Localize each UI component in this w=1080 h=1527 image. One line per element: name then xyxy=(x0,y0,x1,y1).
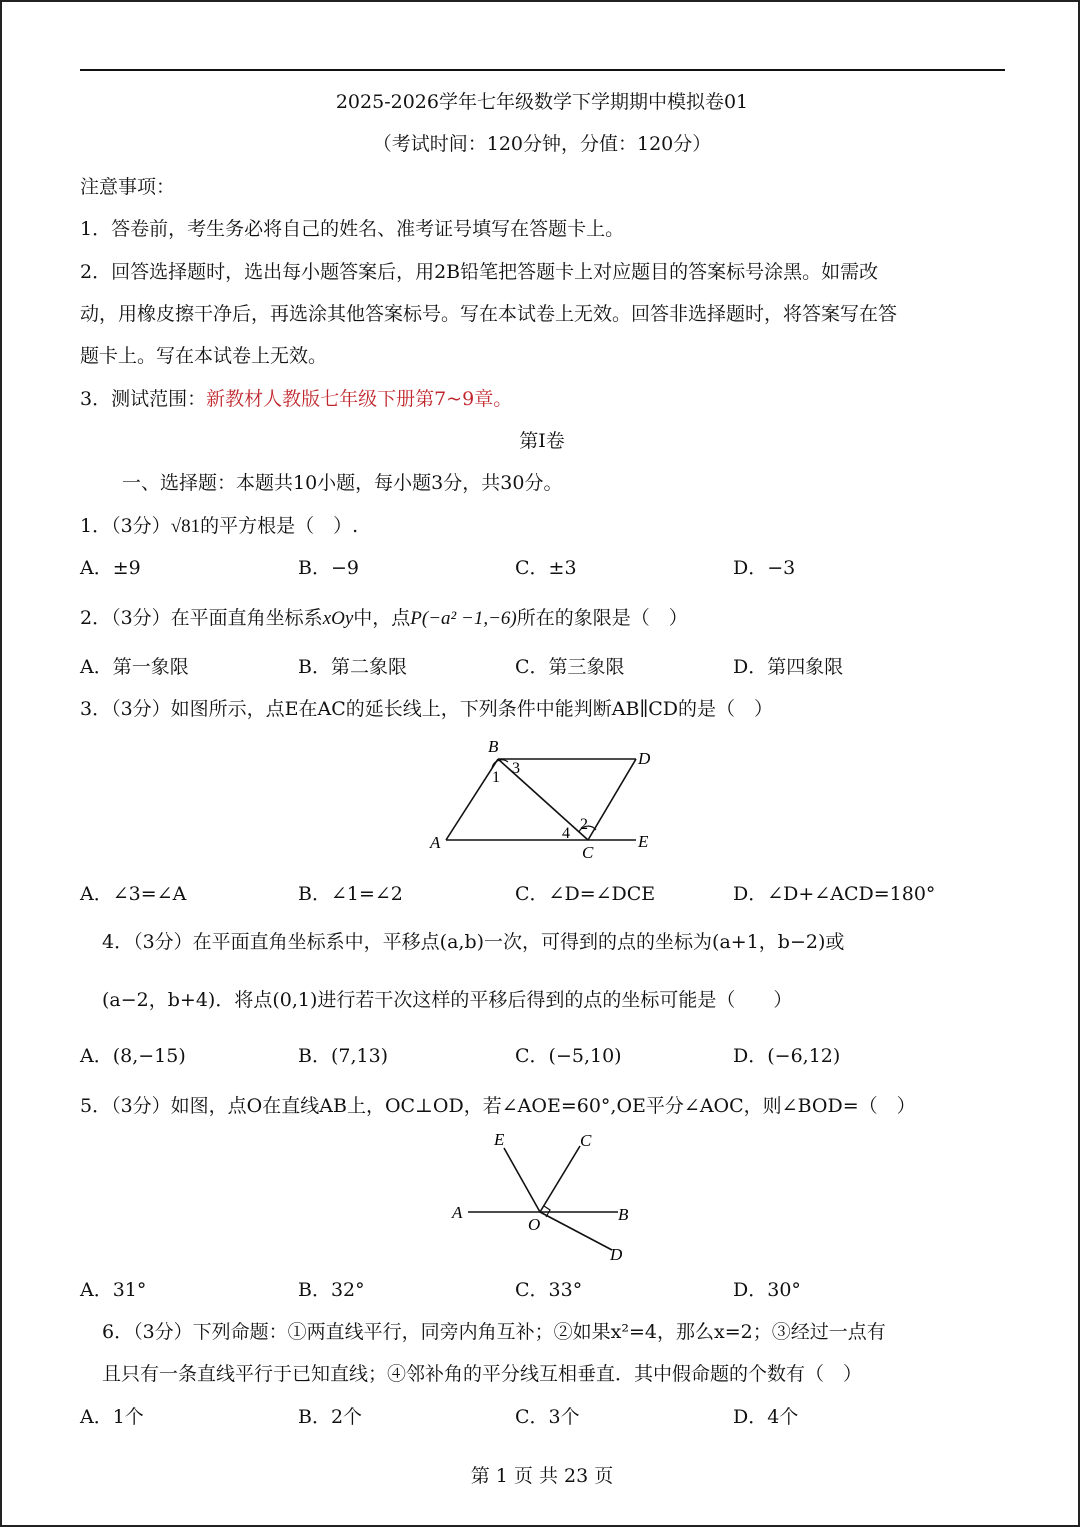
notice-heading: 注意事项： xyxy=(80,176,176,198)
q4-option-d: D．(−6,12) xyxy=(733,1045,841,1067)
q1-sqrt-81: √81 xyxy=(170,516,201,537)
q1-option-c: C．±3 xyxy=(515,557,577,579)
q1-stem-prefix: 1．（3分） xyxy=(80,515,171,537)
q2-stem-prefix: 2．（3分）在平面直角坐标系 xyxy=(80,607,323,629)
q2-stem-suffix: 所在的象限是（ ） xyxy=(516,607,688,629)
label-o: O xyxy=(528,1215,541,1234)
question-4-line-2: (a−2，b+4)．将点(0,1)进行若干次这样的平移后得到的点的坐标可能是（ ） xyxy=(102,989,793,1011)
q1-option-b: B．−9 xyxy=(298,557,359,579)
ray-od xyxy=(540,1212,612,1250)
q1-option-d: D．−3 xyxy=(733,557,796,579)
q3-option-d: D．∠D+∠ACD=180° xyxy=(733,883,936,905)
question-2-stem xyxy=(80,606,688,631)
volume-heading: 第Ⅰ卷 xyxy=(519,430,565,452)
q3-option-c: C．∠D=∠DCE xyxy=(515,883,656,905)
line-dc xyxy=(588,759,636,840)
test-scope: 新教材人教版七年级下册第7~9章。 xyxy=(206,388,513,410)
q5-figure xyxy=(442,1124,642,1264)
page-number: 第 1 页 共 23 页 xyxy=(470,1465,614,1487)
q5-option-a: A．31° xyxy=(80,1279,147,1301)
notice-item-2-line-1: 2．回答选择题时，选出每小题答案后，用2B铅笔把答题卡上对应题目的答案标号涂黑。如需改 xyxy=(80,261,879,283)
label-angle-3: 3 xyxy=(512,760,520,777)
q3-option-b: B．∠1=∠2 xyxy=(298,883,403,905)
label-angle-4: 4 xyxy=(562,825,570,842)
question-1-stem xyxy=(80,514,358,539)
label-c: C xyxy=(580,1131,592,1150)
label-e: E xyxy=(638,832,649,851)
label-a: A xyxy=(430,833,441,852)
q2-point-p: P(−a² −1,−6) xyxy=(410,608,517,629)
label-b: B xyxy=(618,1205,629,1224)
question-3-stem: 3．（3分）如图所示，点E在AC的延长线上，下列条件中能判断AB∥CD的是（ ） xyxy=(80,698,774,720)
q2-option-a: A．第一象限 xyxy=(80,656,189,678)
label-a: A xyxy=(452,1203,463,1222)
q4-option-a: A．(8,−15) xyxy=(80,1045,186,1067)
q6-option-b: B．2个 xyxy=(298,1406,363,1428)
q3-option-a: A．∠3=∠A xyxy=(80,883,187,905)
label-d: D xyxy=(638,749,651,768)
label-b: B xyxy=(488,737,499,756)
label-angle-1: 1 xyxy=(492,769,500,786)
label-d: D xyxy=(610,1245,623,1264)
q2-option-c: C．第三象限 xyxy=(515,656,625,678)
label-c: C xyxy=(582,843,594,862)
label-angle-2: 2 xyxy=(580,816,588,833)
q6-option-c: C．3个 xyxy=(515,1406,580,1428)
q5-option-c: C．33° xyxy=(515,1279,583,1301)
question-6-line-2: 且只有一条直线平行于已知直线；④邻补角的平分线互相垂直．其中假命题的个数有（ ） xyxy=(102,1363,863,1385)
question-4-line-1: 4．（3分）在平面直角坐标系中，平移点(a,b)一次，可得到的点的坐标为(a+1，b−2)或 xyxy=(102,931,845,953)
q2-option-d: D．第四象限 xyxy=(733,656,844,678)
q5-option-b: B．32° xyxy=(298,1279,365,1301)
q1-stem-suffix: 的平方根是（ ）. xyxy=(200,515,359,537)
q4-option-c: C．(−5,10) xyxy=(515,1045,622,1067)
notice-item-3-prefix: 3．测试范围： xyxy=(80,388,207,410)
notice-item-3 xyxy=(80,387,512,411)
exam-title: 2025-2026学年七年级数学下学期期中模拟卷01 xyxy=(335,91,749,113)
ray-oe xyxy=(504,1148,540,1212)
notice-item-1: 1．答卷前，考生务必将自己的姓名、准考证号填写在答题卡上。 xyxy=(80,218,625,240)
q2-option-b: B．第二象限 xyxy=(298,656,407,678)
q1-option-a: A．±9 xyxy=(80,557,141,579)
section-heading: 一、选择题：本题共10小题，每小题3分，共30分。 xyxy=(122,472,563,494)
q3-figure xyxy=(422,732,672,862)
q6-option-a: A．1个 xyxy=(80,1406,144,1428)
ray-oc xyxy=(540,1146,580,1212)
q2-xoy: xOy xyxy=(322,608,354,629)
question-5-stem: 5．（3分）如图，点O在直线AB上，OC⊥OD，若∠AOE=60°,OE平分∠AOC，则∠BOD=（ ） xyxy=(80,1095,916,1117)
q2-stem-mid: 中，点 xyxy=(353,607,411,629)
q6-option-d: D．4个 xyxy=(733,1406,799,1428)
notice-item-2-line-3: 题卡上。写在本试卷上无效。 xyxy=(80,345,328,367)
line-ba xyxy=(446,759,498,840)
exam-subtitle: （考试时间：120分钟，分值：120分） xyxy=(372,133,712,155)
header-rule xyxy=(80,69,1005,71)
label-e: E xyxy=(494,1130,505,1149)
q5-option-d: D．30° xyxy=(733,1279,801,1301)
notice-item-2-line-2: 动，用橡皮擦干净后，再选涂其他答案标号。写在本试卷上无效。回答非选择题时，将答案写在答 xyxy=(80,303,898,325)
question-6-line-1: 6．（3分）下列命题：①两直线平行，同旁内角互补；②如果x²=4，那么x=2；③经过一点有 xyxy=(102,1321,886,1343)
q4-option-b: B．(7,13) xyxy=(298,1045,389,1067)
